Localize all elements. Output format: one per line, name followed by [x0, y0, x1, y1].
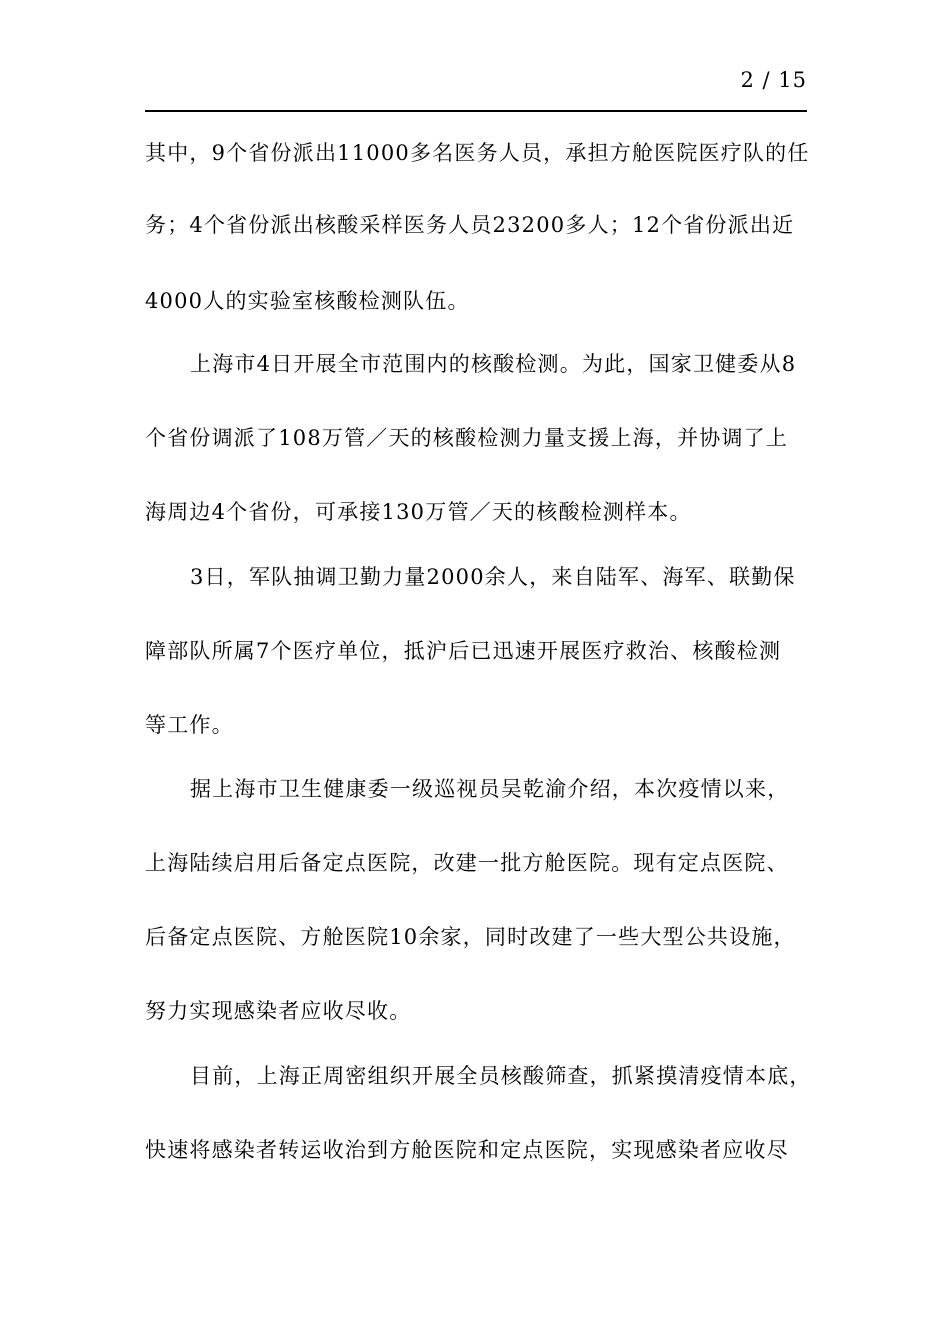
text-line: 其中，9个省份派出11000多名医务人员，承担方舱医院医疗队的任	[145, 141, 810, 165]
paragraph-first-line: 据上海市卫生健康委一级巡视员吴乾渝介绍，本次疫情以来，	[190, 777, 790, 801]
text-line: 4000人的实验室核酸检测队伍。	[145, 289, 470, 313]
text-line: 努力实现感染者应收尽收。	[145, 999, 412, 1023]
text-line: 个省份调派了108万管／天的核酸检测力量支援上海，并协调了上	[145, 426, 789, 450]
page-number: 2 / 15	[740, 68, 807, 92]
paragraph-first-line: 上海市4日开展全市范围内的核酸检测。为此，国家卫健委从8	[190, 352, 797, 376]
text-line: 等工作。	[145, 713, 234, 737]
text-line: 务；4个省份派出核酸采样医务人员23200多人；12个省份派出近	[145, 213, 795, 237]
text-line: 障部队所属7个医疗单位，抵沪后已迅速开展医疗救治、核酸检测	[145, 639, 782, 663]
text-line: 海周边4个省份，可承接130万管／天的核酸检测样本。	[145, 500, 692, 524]
text-line: 快速将感染者转运收治到方舱医院和定点医院，实现感染者应收尽	[145, 1138, 789, 1162]
text-line: 上海陆续启用后备定点医院，改建一批方舱医院。现有定点医院、	[145, 851, 789, 875]
paragraph-first-line: 目前，上海正周密组织开展全员核酸筛查，抓紧摸清疫情本底，	[190, 1064, 812, 1088]
header-divider	[145, 110, 807, 112]
paragraph-first-line: 3日，军队抽调卫勤力量2000余人，来自陆军、海军、联勤保	[190, 565, 796, 589]
text-line: 后备定点医院、方舱医院10余家，同时改建了一些大型公共设施，	[145, 925, 796, 949]
